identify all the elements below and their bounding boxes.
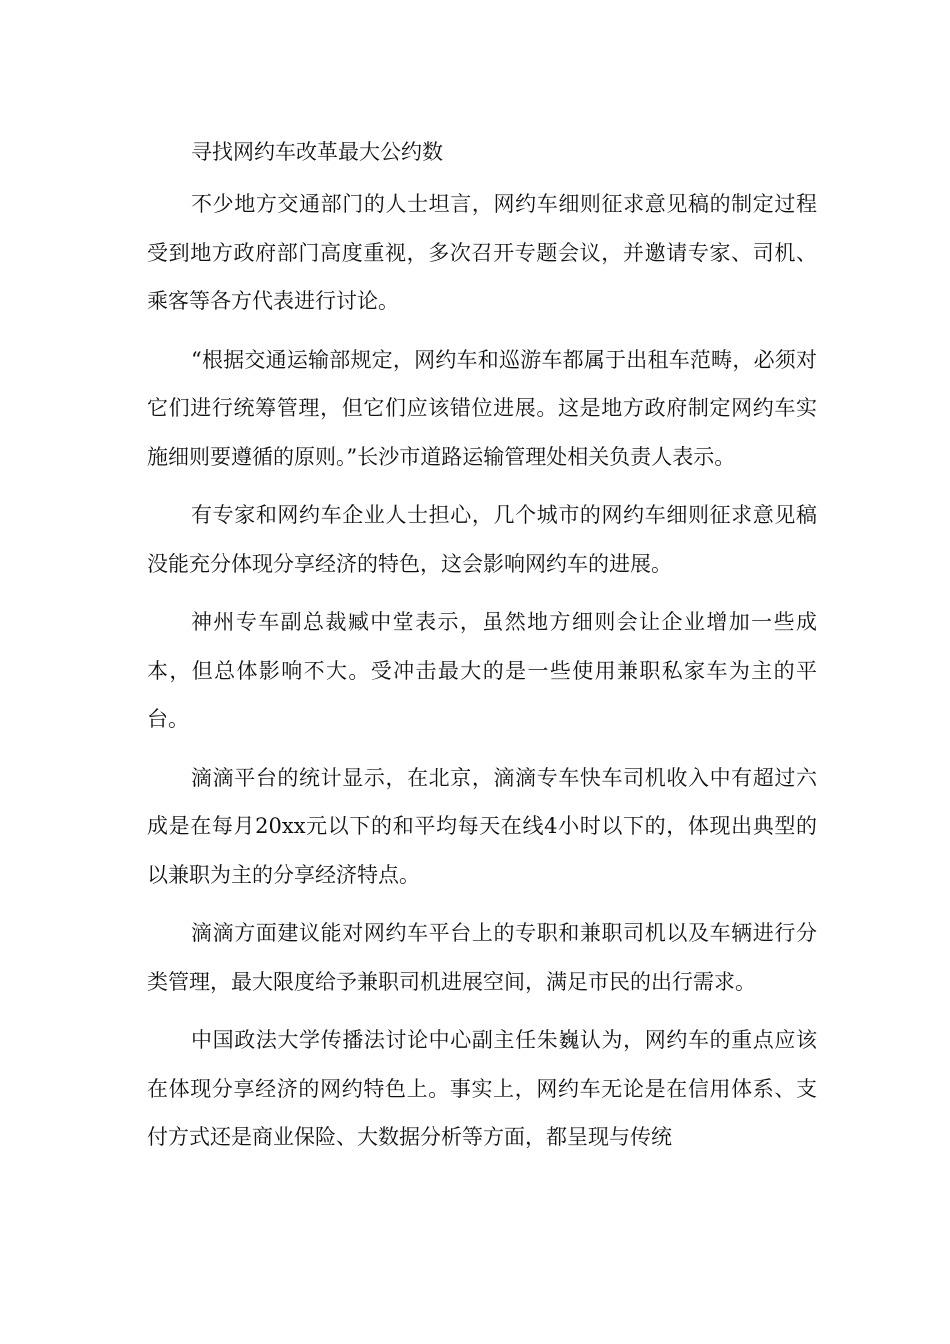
paragraph-5: 滴滴平台的统计显示，在北京，滴滴专车快车司机收入中有超过六成是在每月20xx元以下的和平均每天在线4小时以下的，体现出典型的以兼职为主的分享经济特点。 <box>147 765 817 887</box>
paragraph-4: 神州专车副总裁臧中堂表示，虽然地方细则会让企业增加一些成本，但总体影响不大。受冲击最大的是一些使用兼职私家车为主的平台。 <box>147 610 817 731</box>
paragraph-3: 有专家和网约车企业人士担心，几个城市的网约车细则征求意见稿没能充分体现分享经济的特色，这会影响网约车的进展。 <box>147 503 817 576</box>
paragraph-2: “根据交通运输部规定，网约车和巡游车都属于出租车范畴，必须对它们进行统筹管理，但它们应该错位进展。这是地方政府制定网约车实施细则要遵循的原则。”长沙市道路运输管理处相关负责人表示。 <box>147 347 817 469</box>
paragraph-6: 滴滴方面建议能对网约车平台上的专职和兼职司机以及车辆进行分类管理，最大限度给予兼职司机进展空间，满足市民的出行需求。 <box>147 921 817 994</box>
paragraph-1: 不少地方交通部门的人士坦言，网约车细则征求意见稿的制定过程受到地方政府部门高度重视，多次召开专题会议，并邀请专家、司机、乘客等各方代表进行讨论。 <box>147 192 817 313</box>
document-body <box>147 132 817 1172</box>
paragraph-7: 中国政法大学传播法讨论中心副主任朱巍认为，网约车的重点应该在体现分享经济的网约特色上。事实上，网约车无论是在信用体系、支付方式还是商业保险、大数据分析等方面，都呈现与传统 <box>147 1028 817 1149</box>
document-title: 寻找网约车改革最大公约数 <box>191 140 443 164</box>
